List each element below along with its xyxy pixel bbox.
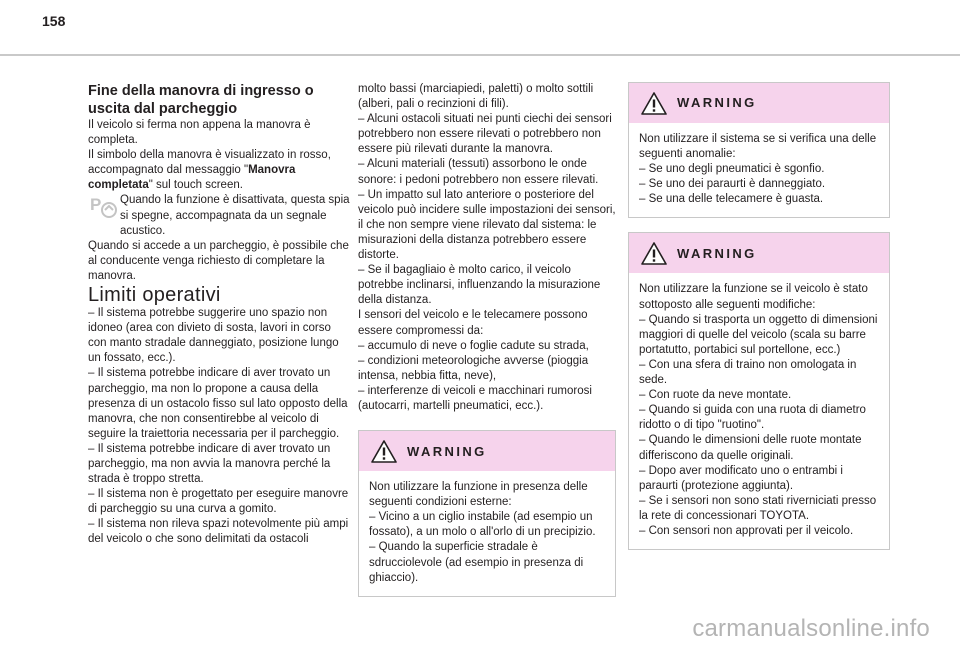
- watermark: carmanualsonline.info: [692, 615, 930, 642]
- warning-line: – Quando la superficie stradale è sdrucciolevole (ad esempio in presenza di ghiaccio).: [369, 541, 584, 584]
- warning-line: – Con ruote da neve montate.: [639, 389, 792, 402]
- warning-line: – Con sensori non approvati per il veicolo.: [639, 524, 854, 537]
- warning-header: [629, 83, 889, 123]
- list-item: – condizioni meteorologiche avverse (pioggia intensa, nebbia fitta, neve),: [358, 354, 589, 382]
- list-item: – accumulo di neve o foglie cadute su strada,: [358, 339, 589, 352]
- warning-line: – Se una delle telecamere è guasta.: [639, 193, 824, 206]
- paragraph-function-off: Quando la funzione è disattivata, questa spia si spegne, accompagnata da un segnale acustico.: [120, 194, 350, 237]
- text-run: " sul touch screen.: [148, 179, 243, 192]
- list-item: – Il sistema non rileva spazi notevolmente più ampi del veicolo o che sono delimitati da ostacoli: [88, 518, 349, 546]
- section-heading-operating-limits: Limiti operativi: [88, 284, 221, 307]
- warning-triangle-icon: [641, 242, 667, 265]
- list-item: – interferenze di veicoli e macchinari rumorosi (autocarri, martelli pneumatici, ecc.).: [358, 384, 592, 412]
- page-number: 158: [42, 13, 66, 29]
- parking-assist-indicator-icon: [88, 193, 122, 219]
- warning-line: – Dopo aver modificato uno o entrambi i paraurti (protezione aggiunta).: [639, 464, 843, 492]
- svg-text:P: P: [90, 195, 102, 215]
- warning-line: – Quando si trasporta un oggetto di dimensioni maggiori di quelle del veicolo (scala su barre portatutto, portabici sul portellone, ecc.): [639, 313, 878, 356]
- warning-title: WARNING: [677, 95, 757, 111]
- warning-title: WARNING: [677, 245, 757, 261]
- warning-box-external-conditions: [358, 430, 616, 597]
- text-run: Il simbolo della manovra è visualizzato in rosso, accompagnato dal messaggio ": [88, 149, 331, 177]
- warning-title: WARNING: [407, 443, 487, 459]
- column-middle: [358, 82, 616, 611]
- warning-body: [629, 273, 889, 549]
- warning-header: [359, 431, 615, 471]
- paragraph-vehicle-stops: Il veicolo si ferma non appena la manovra è completa.: [88, 119, 311, 147]
- column-left: [88, 82, 350, 548]
- section-heading-end-of-maneuver: Fine della manovra di ingresso o uscita dal parcheggio: [88, 83, 314, 117]
- paragraph-sensors: I sensori del veicolo e le telecamere possono essere compromessi da:: [358, 309, 588, 337]
- list-item: – Se il bagagliaio è molto carico, il veicolo potrebbe inclinarsi, influenzando la misurazione della distanza.: [358, 264, 601, 307]
- warning-line: – Vicino a un ciglio instabile (ad esempio un fossato), a un molo o all'orlo di un precipizio.: [369, 511, 596, 539]
- warning-line: Non utilizzare la funzione se il veicolo è stato sottoposto alle seguenti modifiche:: [639, 283, 868, 311]
- list-item: – Il sistema potrebbe indicare di aver trovato un parcheggio, ma non lo propone a causa della presenza di un ostacolo fisso sul lato opposto della manovra, che non consentirebbe al veicolo di seguire la traiettoria necessaria per il parcheggio.: [88, 367, 348, 440]
- bold-message: Manovra completata: [88, 164, 296, 192]
- warning-box-anomalies: [628, 82, 890, 218]
- list-item: – Il sistema non è progettato per eseguire manovre di parcheggio su una curva a gomito.: [88, 488, 349, 516]
- warning-box-modifications: [628, 232, 890, 550]
- warning-body: [359, 471, 615, 596]
- warning-line: – Se i sensori non sono stati riverniciati presso la rete di concessionari TOYOTA.: [639, 494, 877, 522]
- column-right: [628, 82, 890, 564]
- warning-header: [629, 233, 889, 273]
- warning-line: – Se uno degli pneumatici è sgonfio.: [639, 163, 825, 176]
- list-item: – Il sistema potrebbe suggerire uno spazio non idoneo (area con divieto di sosta, lavori in corso con manto stradale danneggiato, posizione lungo un fossato, ecc.).: [88, 307, 339, 365]
- warning-line: – Quando le dimensioni delle ruote montate differiscono da quelle originali.: [639, 434, 862, 462]
- warning-line: – Con una sfera di traino non omologata in sede.: [639, 358, 857, 387]
- list-item: molto bassi (marciapiedi, paletti) o molto sottili (alberi, pali o recinzioni di fili).: [358, 83, 594, 111]
- warning-line: – Quando si guida con una ruota di diametro ridotto o di tipo "ruotino".: [639, 404, 866, 432]
- list-item: – Un impatto sul lato anteriore o posteriore del veicolo può incidere sulle impostazioni dei sensori, il che non sempre viene rilevato dal sistema: le misurazioni della distanza potrebbero essere distorte.: [358, 188, 616, 262]
- list-item: – Alcuni ostacoli situati nei punti ciechi dei sensori potrebbero non essere rilevati o potrebbero non essere più rilevati durante la manovra.: [358, 113, 612, 156]
- indicator-note: [88, 193, 350, 238]
- list-item: – Il sistema potrebbe indicare di aver trovato un parcheggio, ma non avvia la manovra perché la strada è troppo stretta.: [88, 442, 331, 486]
- paragraph-complete-maneuver: Quando si accede a un parcheggio, è possibile che al conducente venga richiesto di completare la manovra.: [88, 239, 349, 282]
- warning-line: – Se uno dei paraurti è danneggiato.: [639, 178, 826, 191]
- warning-triangle-icon: [371, 440, 397, 463]
- warning-triangle-icon: [641, 92, 667, 115]
- warning-line: Non utilizzare la funzione in presenza delle seguenti condizioni esterne:: [369, 481, 588, 509]
- warning-body: [629, 123, 889, 217]
- paragraph-maneuver-symbol: [88, 148, 350, 193]
- list-item: – Alcuni materiali (tessuti) assorbono le onde sonore: i pedoni potrebbero non essere rilevati.: [358, 158, 599, 186]
- warning-line: Non utilizzare il sistema se si verifica una delle seguenti anomalie:: [639, 133, 877, 161]
- header-divider: [0, 54, 960, 56]
